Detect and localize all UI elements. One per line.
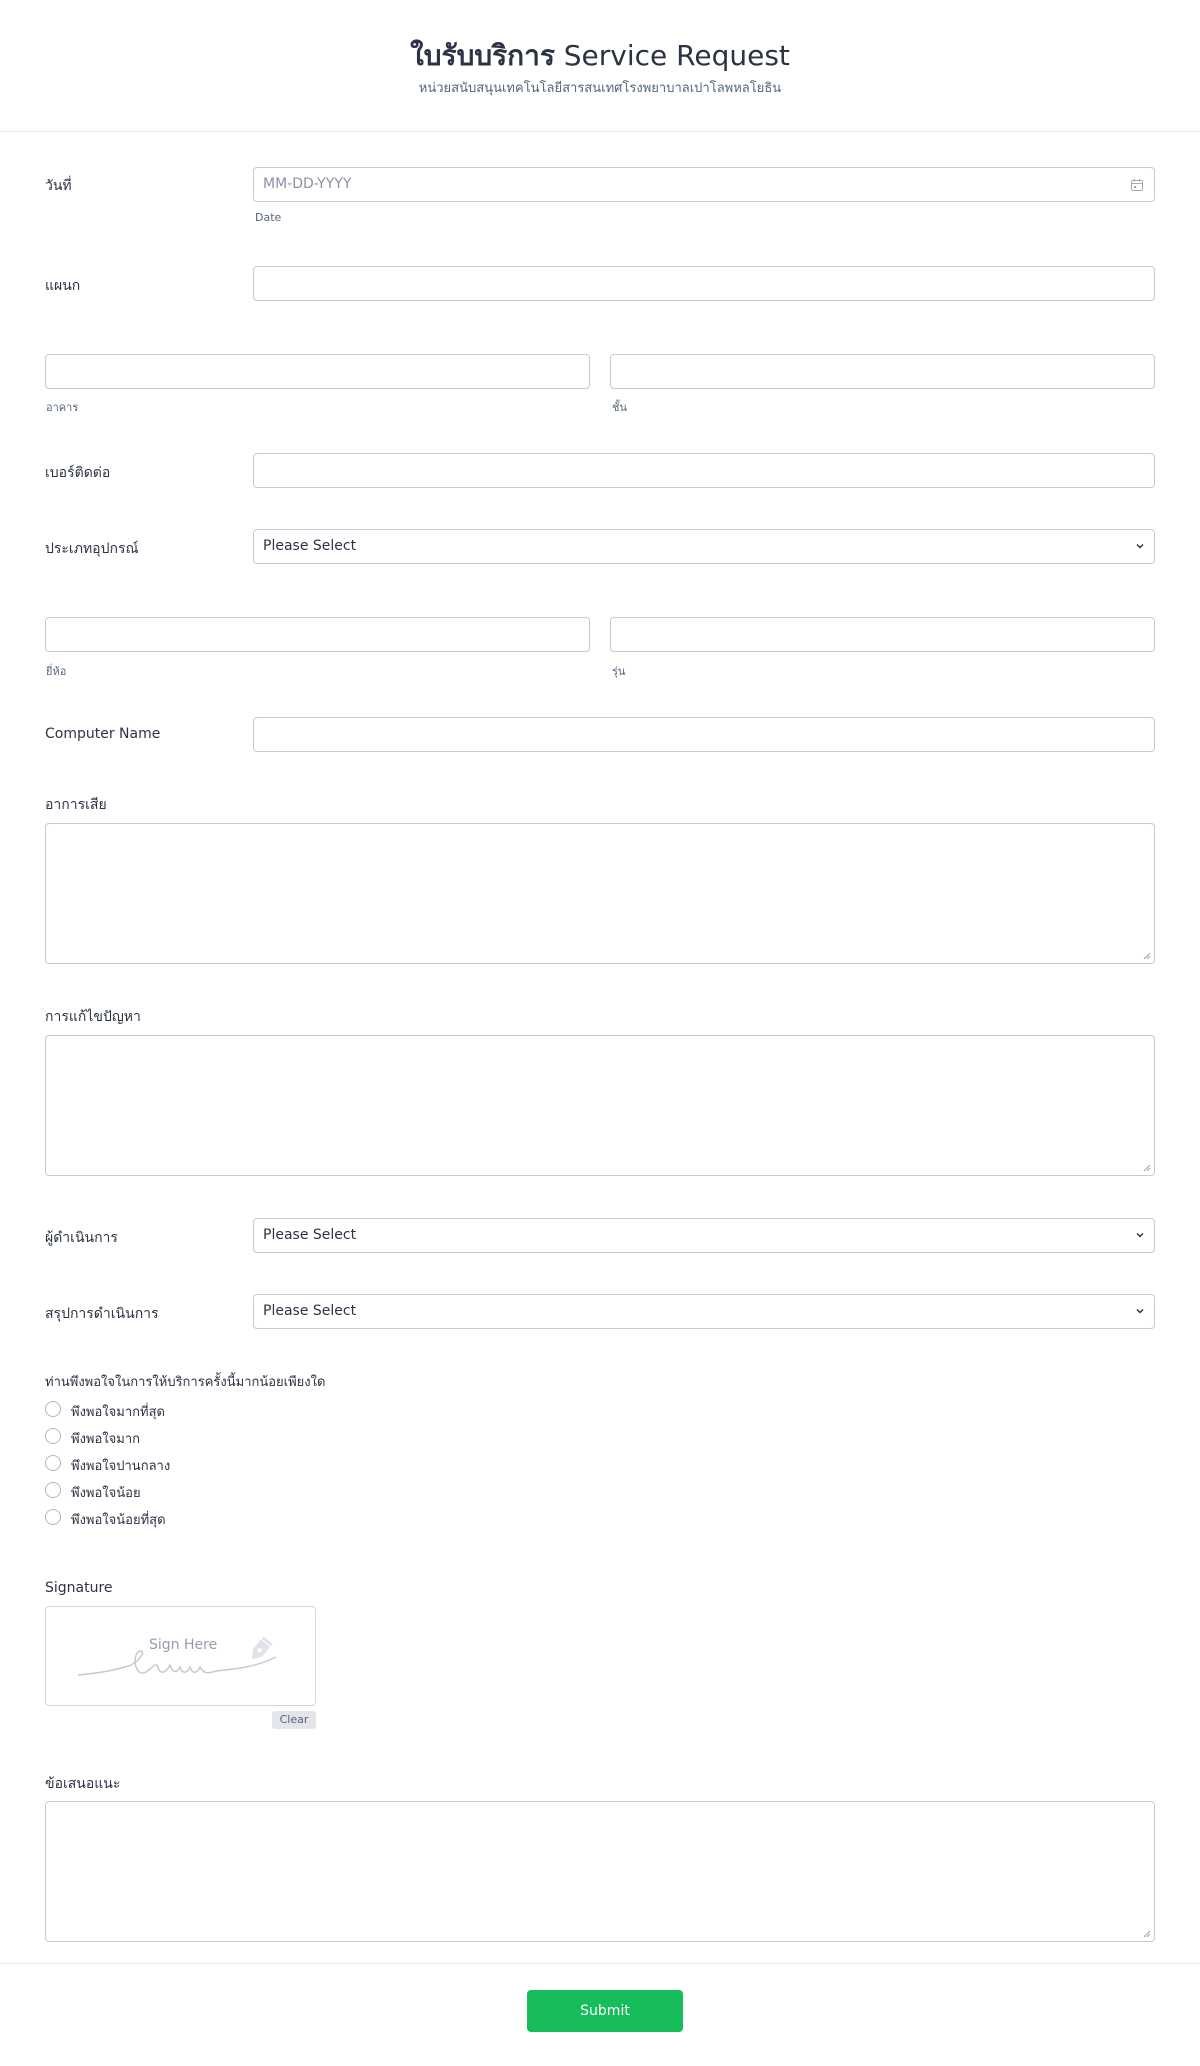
operator-select[interactable] xyxy=(253,1218,1155,1253)
radio-button[interactable] xyxy=(45,1428,61,1444)
radio-button[interactable] xyxy=(45,1509,61,1525)
radio-label: พึงพอใจน้อย xyxy=(71,1486,141,1501)
equipment-type-selected: Please Select xyxy=(263,538,357,554)
date-sublabel: Date xyxy=(255,211,282,224)
operator-label: ผู้ดำเนินการ xyxy=(45,1230,118,1246)
form-subtitle: หน่วยสนับสนุนเทคโนโลยีสารสนเทศโรงพยาบาลเปาโลพหลโยธิน xyxy=(418,81,782,96)
brand-input[interactable] xyxy=(45,617,590,652)
clear-signature-button[interactable]: Clear xyxy=(272,1711,316,1729)
radio-label: พึงพอใจมากที่สุด xyxy=(71,1405,165,1420)
solution-textarea[interactable] xyxy=(45,1035,1155,1176)
suggestion-label: ข้อเสนอแนะ xyxy=(45,1776,121,1792)
footer-divider xyxy=(0,1963,1200,1964)
model-input[interactable] xyxy=(610,617,1155,652)
brand-sublabel: ยี่ห้อ xyxy=(46,665,67,678)
symptom-textarea[interactable] xyxy=(45,823,1155,964)
resize-handle-icon[interactable] xyxy=(1143,952,1151,960)
satisfaction-question: ท่านพึงพอใจในการให้บริการครั้งนี้มากน้อยเพียงใด xyxy=(45,1375,326,1390)
radio-button[interactable] xyxy=(45,1482,61,1498)
radio-label: พึงพอใจน้อยที่สุด xyxy=(71,1513,166,1528)
summary-select[interactable] xyxy=(253,1294,1155,1329)
radio-button[interactable] xyxy=(45,1455,61,1471)
radio-label: พึงพอใจมาก xyxy=(71,1432,140,1447)
equipment-type-select[interactable] xyxy=(253,529,1155,564)
chevron-down-icon xyxy=(1134,1305,1146,1317)
resize-handle-icon[interactable] xyxy=(1143,1930,1151,1938)
form-title-bold: ใบรับบริการ xyxy=(410,39,555,72)
symptom-label: อาการเสีย xyxy=(45,797,107,813)
chevron-down-icon xyxy=(1134,1229,1146,1241)
building-sublabel: อาคาร xyxy=(46,401,79,414)
submit-button[interactable]: Submit xyxy=(527,1990,683,2032)
radio-button[interactable] xyxy=(45,1401,61,1417)
suggestion-textarea[interactable] xyxy=(45,1801,1155,1942)
signature-label: Signature xyxy=(45,1580,113,1596)
computer-name-label: Computer Name xyxy=(45,726,161,742)
resize-handle-icon[interactable] xyxy=(1143,1164,1151,1172)
operator-selected: Please Select xyxy=(263,1227,357,1243)
department-label: แผนก xyxy=(45,278,81,294)
form-header xyxy=(0,0,1200,132)
solution-label: การแก้ไขปัญหา xyxy=(45,1009,141,1025)
sign-here-placeholder: Sign Here xyxy=(149,1637,218,1653)
radio-label: พึงพอใจปานกลาง xyxy=(71,1459,171,1474)
chevron-down-icon xyxy=(1134,540,1146,552)
form-title-rest: Service Request xyxy=(554,39,790,72)
equipment-type-label: ประเภทอุปกรณ์ xyxy=(45,541,139,557)
date-placeholder: MM-DD-YYYY xyxy=(263,176,352,192)
phone-label: เบอร์ติดต่อ xyxy=(45,465,111,481)
summary-label: สรุปการดำเนินการ xyxy=(45,1306,159,1322)
computer-name-input[interactable] xyxy=(253,717,1155,752)
signature-pad[interactable] xyxy=(45,1606,316,1706)
pen-icon xyxy=(243,1635,275,1667)
summary-selected: Please Select xyxy=(263,1303,357,1319)
phone-input[interactable] xyxy=(253,453,1155,488)
form-title xyxy=(0,34,1200,78)
date-input[interactable] xyxy=(253,167,1155,202)
building-input[interactable] xyxy=(45,354,590,389)
model-sublabel: รุ่น xyxy=(612,665,626,678)
floor-sublabel: ชั้น xyxy=(612,401,627,414)
date-label: วันที่ xyxy=(45,178,72,194)
department-input[interactable] xyxy=(253,266,1155,301)
floor-input[interactable] xyxy=(610,354,1155,389)
calendar-icon[interactable] xyxy=(1130,178,1144,192)
